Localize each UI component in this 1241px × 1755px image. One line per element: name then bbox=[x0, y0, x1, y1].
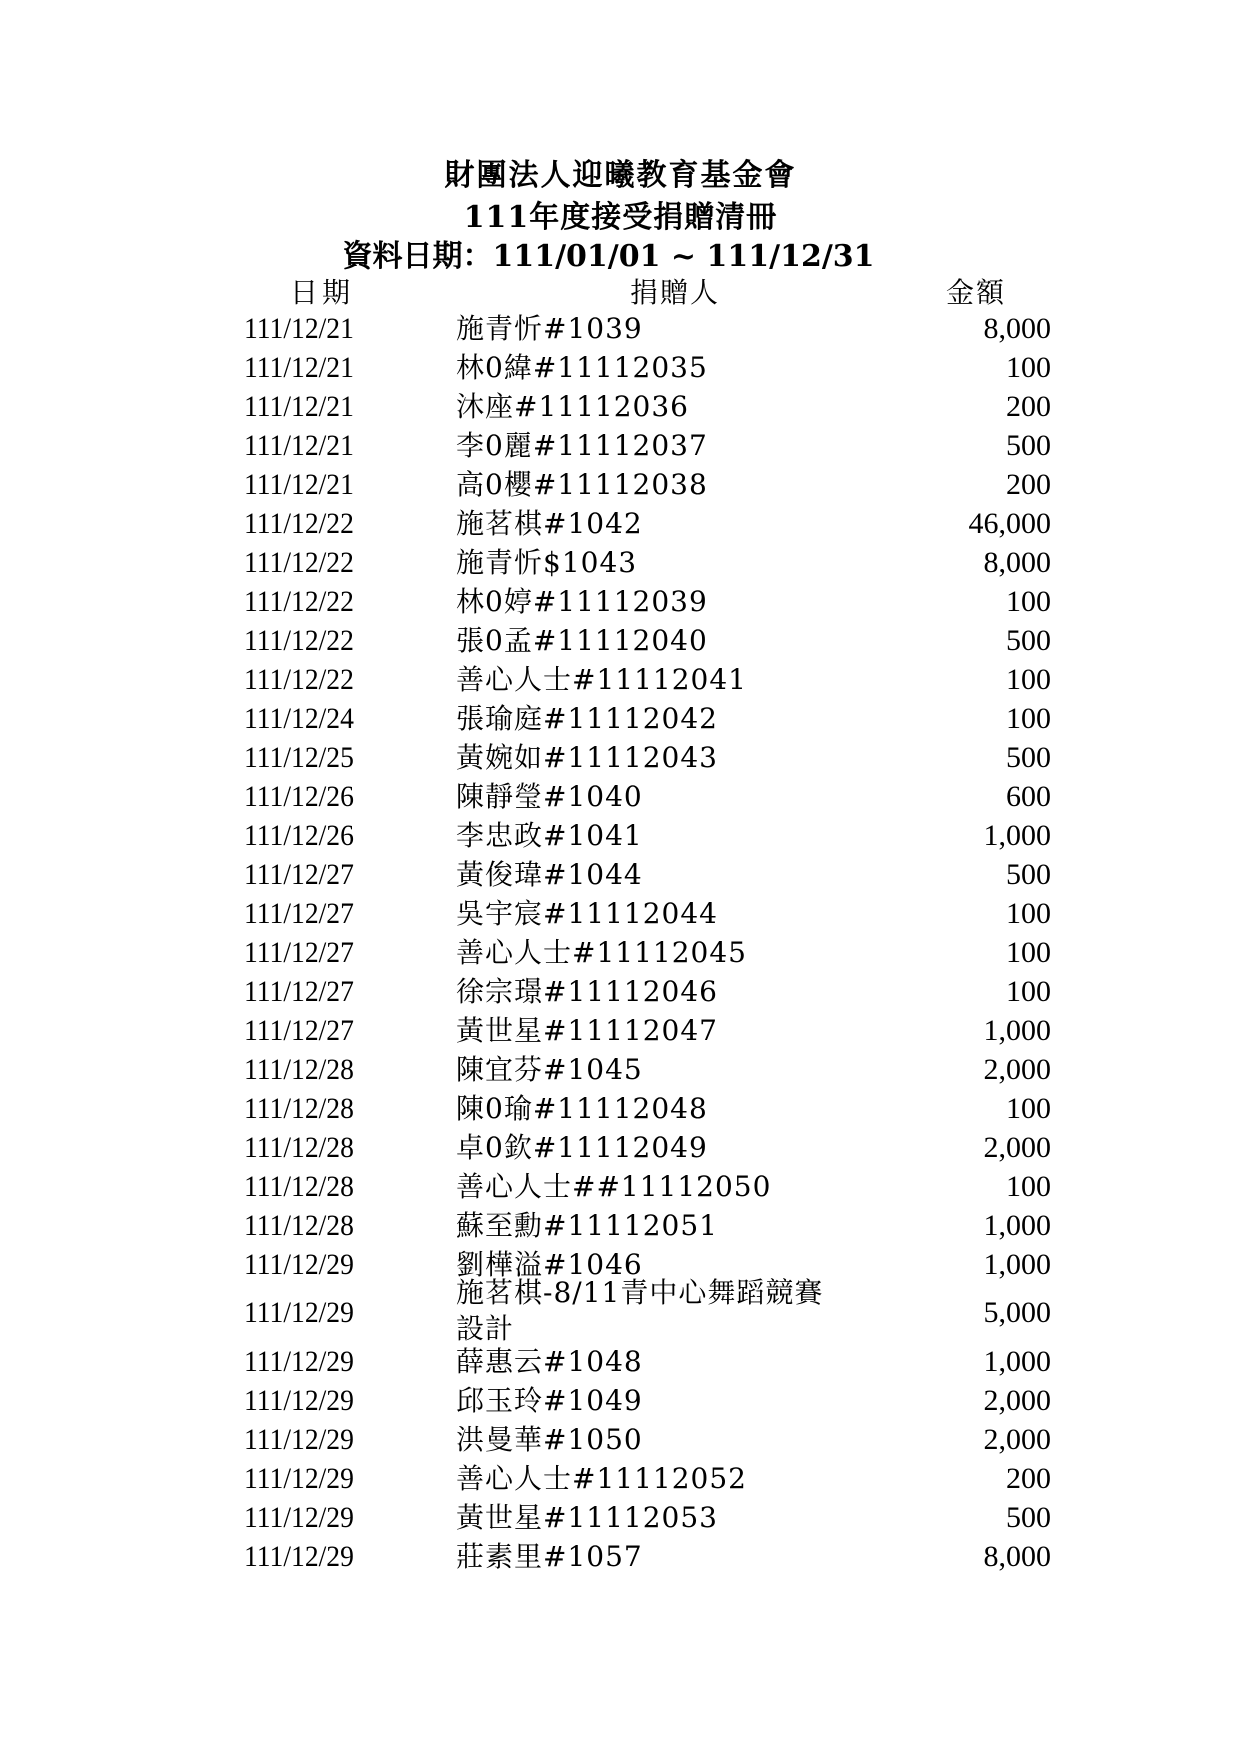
column-header-donor: 捐贈人 bbox=[630, 276, 721, 309]
row-amount: 2,000 bbox=[983, 1423, 1051, 1456]
table-body bbox=[0, 309, 1241, 1576]
row-donor: 邱玉玲#1049 bbox=[456, 1384, 643, 1417]
table-row bbox=[0, 777, 1241, 816]
row-date: 111/12/29 bbox=[244, 1501, 354, 1534]
row-amount: 500 bbox=[1006, 429, 1051, 462]
row-amount: 500 bbox=[1006, 1501, 1051, 1534]
row-date: 111/12/22 bbox=[244, 507, 354, 540]
table-row bbox=[0, 855, 1241, 894]
row-donor: 薛惠云#1048 bbox=[456, 1345, 643, 1378]
row-amount: 200 bbox=[1006, 468, 1051, 501]
row-amount: 5,000 bbox=[983, 1296, 1051, 1329]
row-date: 111/12/22 bbox=[244, 624, 354, 657]
table-row bbox=[0, 699, 1241, 738]
row-date: 111/12/29 bbox=[244, 1540, 354, 1573]
row-donor: 徐宗璟#11112046 bbox=[456, 975, 718, 1008]
row-date: 111/12/25 bbox=[244, 741, 354, 774]
table-row bbox=[0, 387, 1241, 426]
row-date: 111/12/27 bbox=[244, 897, 354, 930]
row-date: 111/12/22 bbox=[244, 585, 354, 618]
row-date: 111/12/21 bbox=[244, 351, 354, 384]
row-amount: 500 bbox=[1006, 624, 1051, 657]
table-row bbox=[0, 972, 1241, 1011]
row-amount: 1,000 bbox=[983, 819, 1051, 852]
row-amount: 1,000 bbox=[983, 1248, 1051, 1281]
row-amount: 8,000 bbox=[983, 312, 1051, 345]
row-donor: 善心人士#11112045 bbox=[456, 936, 747, 969]
row-donor: 黃世星#11112053 bbox=[456, 1501, 718, 1534]
row-date: 111/12/21 bbox=[244, 468, 354, 501]
row-amount: 500 bbox=[1006, 858, 1051, 891]
table-row bbox=[0, 504, 1241, 543]
row-date: 111/12/29 bbox=[244, 1296, 354, 1329]
row-amount: 1,000 bbox=[983, 1345, 1051, 1378]
document-title: 111年度接受捐贈清冊 bbox=[463, 200, 778, 235]
row-donor: 吳宇宸#11112044 bbox=[456, 897, 718, 930]
row-amount: 46,000 bbox=[968, 507, 1051, 540]
row-donor: 陳宜芬#1045 bbox=[456, 1053, 643, 1086]
row-donor: 張0孟#11112040 bbox=[456, 624, 708, 657]
row-amount: 600 bbox=[1006, 780, 1051, 813]
row-amount: 100 bbox=[1006, 936, 1051, 969]
table-row bbox=[0, 933, 1241, 972]
table-row bbox=[0, 1206, 1241, 1245]
row-amount: 200 bbox=[1006, 1462, 1051, 1495]
row-amount: 1,000 bbox=[983, 1014, 1051, 1047]
row-donor: 李忠政#1041 bbox=[456, 819, 643, 852]
row-date: 111/12/29 bbox=[244, 1423, 354, 1456]
row-amount: 100 bbox=[1006, 1170, 1051, 1203]
row-donor: 林0緯#11112035 bbox=[456, 351, 708, 384]
table-row bbox=[0, 816, 1241, 855]
row-donor: 陳0瑜#11112048 bbox=[456, 1092, 708, 1125]
row-date: 111/12/28 bbox=[244, 1131, 354, 1164]
row-amount: 100 bbox=[1006, 897, 1051, 930]
row-date: 111/12/28 bbox=[244, 1092, 354, 1125]
row-donor: 善心人士#11112041 bbox=[456, 663, 747, 696]
row-date: 111/12/22 bbox=[244, 546, 354, 579]
row-donor: 高0櫻#11112038 bbox=[456, 468, 708, 501]
row-date: 111/12/27 bbox=[244, 1014, 354, 1047]
row-donor: 善心人士#11112052 bbox=[456, 1462, 747, 1495]
table-row bbox=[0, 1498, 1241, 1537]
table-row bbox=[0, 582, 1241, 621]
row-donor: 蘇至勳#11112051 bbox=[456, 1209, 718, 1242]
table-row bbox=[0, 1050, 1241, 1089]
row-donor: 黃俊瑋#1044 bbox=[456, 858, 643, 891]
row-donor: 沐座#11112036 bbox=[456, 390, 689, 423]
row-date: 111/12/29 bbox=[244, 1345, 354, 1378]
row-donor: 施青忻$1043 bbox=[456, 546, 638, 579]
column-header-row bbox=[0, 271, 1241, 309]
donation-table bbox=[0, 271, 1241, 1576]
table-row bbox=[0, 1089, 1241, 1128]
organization-name: 財團法人迎曦教育基金會 bbox=[444, 158, 797, 193]
row-date: 111/12/27 bbox=[244, 975, 354, 1008]
row-amount: 100 bbox=[1006, 702, 1051, 735]
row-amount: 2,000 bbox=[983, 1053, 1051, 1086]
row-date: 111/12/29 bbox=[244, 1384, 354, 1417]
column-header-date: 日期 bbox=[290, 276, 355, 309]
column-header-amount: 金額 bbox=[946, 276, 1007, 309]
table-row bbox=[0, 1342, 1241, 1381]
row-donor: 劉樺溢#1046 bbox=[456, 1248, 643, 1281]
row-date: 111/12/29 bbox=[244, 1248, 354, 1281]
row-date: 111/12/28 bbox=[244, 1053, 354, 1086]
row-amount: 100 bbox=[1006, 351, 1051, 384]
table-row bbox=[0, 543, 1241, 582]
row-amount: 2,000 bbox=[983, 1131, 1051, 1164]
table-row bbox=[0, 1011, 1241, 1050]
date-range: 資料日期：111/01/01 ~ 111/12/31 bbox=[342, 239, 875, 274]
row-date: 111/12/29 bbox=[244, 1462, 354, 1495]
row-donor: 陳靜瑩#1040 bbox=[456, 780, 643, 813]
row-donor: 卓0欽#11112049 bbox=[456, 1131, 708, 1164]
row-date: 111/12/21 bbox=[244, 429, 354, 462]
row-date: 111/12/21 bbox=[244, 390, 354, 423]
row-donor: 黃婉如#11112043 bbox=[456, 741, 718, 774]
row-amount: 500 bbox=[1006, 741, 1051, 774]
row-amount: 8,000 bbox=[983, 546, 1051, 579]
row-amount: 100 bbox=[1006, 975, 1051, 1008]
table-row bbox=[0, 348, 1241, 387]
row-donor: 張瑜庭#11112042 bbox=[456, 702, 718, 735]
row-donor: 黃世星#11112047 bbox=[456, 1014, 718, 1047]
row-date: 111/12/24 bbox=[244, 702, 354, 735]
row-amount: 8,000 bbox=[983, 1540, 1051, 1573]
table-row bbox=[0, 1167, 1241, 1206]
row-date: 111/12/28 bbox=[244, 1170, 354, 1203]
table-row bbox=[0, 1128, 1241, 1167]
row-amount: 2,000 bbox=[983, 1384, 1051, 1417]
row-date: 111/12/26 bbox=[244, 819, 354, 852]
table-row bbox=[0, 1381, 1241, 1420]
table-row bbox=[0, 1459, 1241, 1498]
row-amount: 100 bbox=[1006, 1092, 1051, 1125]
row-donor: 林0婷#11112039 bbox=[456, 585, 708, 618]
table-row bbox=[0, 894, 1241, 933]
row-amount: 1,000 bbox=[983, 1209, 1051, 1242]
table-row bbox=[0, 1276, 1241, 1345]
row-date: 111/12/27 bbox=[244, 858, 354, 891]
row-donor: 莊素里#1057 bbox=[456, 1540, 643, 1573]
row-date: 111/12/26 bbox=[244, 780, 354, 813]
table-row bbox=[0, 621, 1241, 660]
row-donor: 施茗棋#1042 bbox=[456, 507, 643, 540]
row-donor: 善心人士##11112050 bbox=[456, 1170, 772, 1203]
row-donor: 洪曼華#1050 bbox=[456, 1423, 643, 1456]
row-amount: 100 bbox=[1006, 585, 1051, 618]
row-date: 111/12/22 bbox=[244, 663, 354, 696]
table-row bbox=[0, 738, 1241, 777]
row-date: 111/12/27 bbox=[244, 936, 354, 969]
row-donor: 李0麗#11112037 bbox=[456, 429, 708, 462]
table-row bbox=[0, 465, 1241, 504]
row-donor: 施茗棋-8/11青中心舞蹈競賽 設計 bbox=[456, 1276, 824, 1345]
row-date: 111/12/21 bbox=[244, 312, 354, 345]
row-date: 111/12/28 bbox=[244, 1209, 354, 1242]
table-row bbox=[0, 660, 1241, 699]
table-row bbox=[0, 426, 1241, 465]
table-row bbox=[0, 1420, 1241, 1459]
table-row bbox=[0, 309, 1241, 348]
row-amount: 200 bbox=[1006, 390, 1051, 423]
row-donor: 施青忻#1039 bbox=[456, 312, 643, 345]
table-row bbox=[0, 1537, 1241, 1576]
row-amount: 100 bbox=[1006, 663, 1051, 696]
